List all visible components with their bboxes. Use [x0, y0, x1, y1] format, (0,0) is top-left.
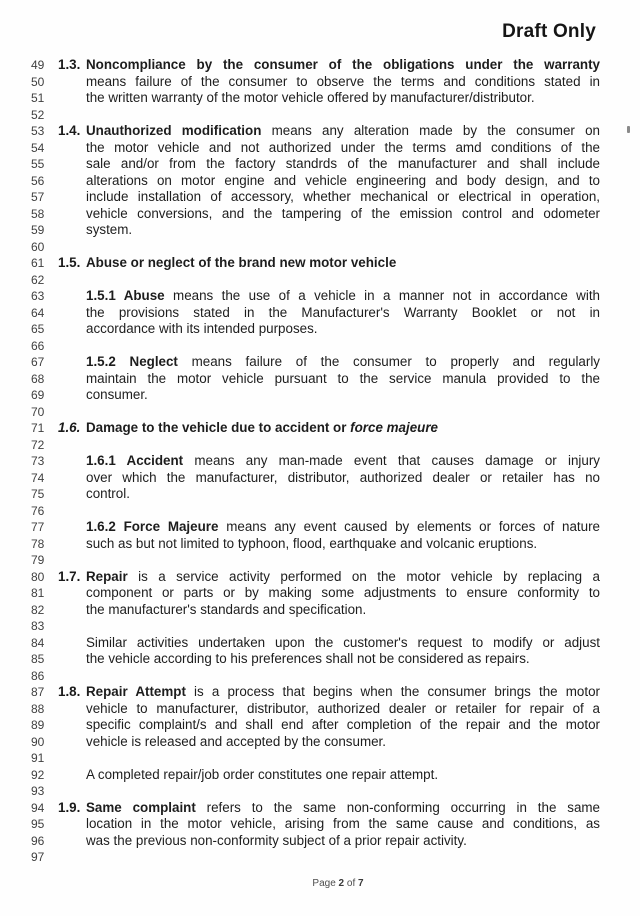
document-line	[0, 288, 640, 305]
document-line	[0, 486, 640, 503]
text-segment: system.	[86, 222, 133, 237]
line-number: 89	[31, 718, 45, 732]
document-line	[0, 552, 640, 569]
line-number: 60	[31, 239, 45, 254]
line-number: 55	[31, 157, 45, 171]
line-text	[86, 816, 600, 833]
line-text	[86, 602, 600, 619]
line-text	[86, 206, 600, 223]
document-line	[0, 321, 640, 338]
line-number: 52	[31, 107, 45, 122]
document-line	[0, 123, 640, 140]
line-number: 63	[31, 289, 45, 303]
line-number: 93	[31, 784, 45, 798]
section-number: 1.9.	[58, 799, 81, 815]
draft-only-watermark: Draft Only	[502, 21, 596, 42]
line-text	[86, 833, 600, 850]
line-number: 94	[31, 800, 45, 815]
line-text	[86, 288, 600, 305]
document-line	[0, 305, 640, 322]
line-text	[86, 255, 600, 272]
document-line	[0, 668, 640, 685]
text-segment: such as but not limited to typhoon, flood, earthquake and volcanic eruptions.	[86, 535, 538, 551]
line-text	[86, 74, 600, 91]
text-segment: A completed repair/job order constitutes one repair attempt.	[86, 766, 439, 782]
line-number: 85	[31, 652, 45, 666]
line-text	[86, 635, 600, 652]
text-segment: Repair Attempt	[86, 684, 186, 699]
line-text	[86, 387, 600, 404]
line-number: 81	[31, 586, 45, 600]
line-text	[86, 519, 600, 536]
document-line	[0, 222, 640, 239]
text-segment: alterations on motor engine and vehicle engineering and body design, and to	[86, 172, 600, 188]
document-line	[0, 800, 640, 817]
line-number: 84	[31, 635, 45, 650]
line-number: 79	[31, 553, 45, 567]
document-line	[0, 503, 640, 520]
line-number: 77	[31, 520, 45, 534]
text-segment: the written warranty of the motor vehicle offered by manufacturer/distributor.	[86, 90, 535, 105]
text-segment: Abuse or neglect of the brand new motor vehicle	[86, 255, 397, 270]
text-segment: was the previous non-conformity subject of a prior repair activity.	[86, 832, 467, 848]
document-line	[0, 701, 640, 718]
line-text	[86, 156, 600, 173]
document-line	[0, 470, 640, 487]
document-line	[0, 140, 640, 157]
text-segment: the provisions stated in the Manufacturer's Warranty Booklet or not in	[86, 304, 600, 320]
document-line	[0, 569, 640, 586]
line-text	[86, 651, 600, 668]
text-segment: is a service activity performed on the motor vehicle by replacing a	[127, 568, 600, 584]
line-number: 71	[31, 421, 45, 435]
document-line	[0, 255, 640, 272]
document-line	[0, 717, 640, 734]
line-number: 67	[31, 355, 45, 369]
line-number: 70	[31, 404, 45, 419]
text-segment: Same complaint	[86, 799, 196, 815]
text-segment: include installation of accessory, whether mechanical or electrical in operation,	[86, 189, 600, 204]
line-number: 92	[31, 767, 45, 782]
line-number: 96	[31, 833, 45, 848]
text-segment: 1.5.1 Abuse	[86, 288, 165, 303]
line-text	[86, 585, 600, 602]
line-number: 80	[31, 569, 45, 584]
text-segment: force majeure	[350, 420, 438, 435]
line-number: 76	[31, 503, 45, 518]
text-segment: accordance with its intended purposes.	[86, 321, 318, 336]
footer-page-number: 2	[338, 878, 345, 889]
line-text	[86, 767, 600, 784]
text-segment: means failure of the consumer to observe the terms and conditions stated in	[86, 73, 600, 89]
line-text	[86, 734, 600, 751]
text-segment: maintain the motor vehicle pursuant to the service manula provided to the	[86, 370, 600, 386]
line-number: 95	[31, 817, 45, 831]
document-line	[0, 734, 640, 751]
line-number: 90	[31, 734, 45, 749]
line-number: 87	[31, 685, 45, 699]
line-number: 74	[31, 470, 45, 485]
line-number: 53	[31, 124, 45, 138]
document-lines	[0, 57, 640, 866]
line-number: 69	[31, 388, 45, 402]
line-number: 64	[31, 305, 45, 320]
section-number: 1.6.	[58, 420, 81, 435]
text-segment: means any alteration made by the consumer on	[261, 123, 600, 138]
text-segment: sale and/or from the factory standrds of the manufacturer and shall include	[86, 156, 600, 171]
document-line	[0, 338, 640, 355]
document-line	[0, 404, 640, 421]
section-number: 1.3.	[58, 57, 81, 72]
line-number: 66	[31, 338, 45, 353]
footer-of-label: of	[346, 878, 356, 889]
text-segment: refers to the same non-conforming occurring in the same	[195, 799, 600, 815]
document-line	[0, 57, 640, 74]
text-segment: 1.6.2 Force Majeure	[86, 519, 219, 534]
document-line	[0, 156, 640, 173]
line-text	[86, 57, 600, 74]
document-line	[0, 173, 640, 190]
line-text	[86, 453, 600, 470]
line-number: 73	[31, 454, 45, 468]
section-number: 1.4.	[58, 123, 81, 138]
document-line	[0, 437, 640, 454]
document-line	[0, 420, 640, 437]
line-text	[86, 173, 600, 190]
line-text	[86, 486, 600, 503]
document-line	[0, 618, 640, 635]
line-text	[86, 321, 600, 338]
line-text	[86, 354, 600, 371]
document-line	[0, 189, 640, 206]
line-number: 65	[31, 322, 45, 336]
line-number: 61	[31, 256, 45, 270]
line-text	[86, 569, 600, 586]
document-line	[0, 750, 640, 767]
line-text	[86, 189, 600, 206]
text-segment: Similar activities undertaken upon the customer's request to modify or adjust	[86, 634, 600, 650]
text-segment: the vehicle according to his preferences shall not be considered as repairs.	[86, 651, 530, 666]
document-line	[0, 536, 640, 553]
document-line	[0, 767, 640, 784]
line-number: 62	[31, 272, 45, 287]
line-number: 57	[31, 190, 45, 204]
line-text	[86, 800, 600, 817]
text-segment: the motor vehicle and not authorized under the terms amd conditions of the	[86, 139, 600, 155]
line-number: 51	[31, 91, 45, 105]
text-segment: Noncompliance by the consumer of the obligations under the warranty	[86, 57, 600, 72]
line-number: 97	[31, 850, 45, 864]
line-number: 78	[31, 536, 45, 551]
text-segment: vehicle to manufacturer, distributor, authorized dealer or retailer for repair of a	[86, 700, 600, 716]
line-text	[86, 123, 600, 140]
page-footer	[18, 878, 640, 889]
line-number: 88	[31, 701, 45, 716]
document-line	[0, 272, 640, 289]
line-number: 91	[31, 751, 45, 765]
text-segment: means any man-made event that causes damage or injury	[183, 453, 600, 468]
text-segment: 1.5.2 Neglect	[86, 354, 178, 369]
text-segment: vehicle is released and accepted by the consumer.	[86, 733, 386, 749]
text-segment: vehicle conversions, and the tampering of the emission control and odometer	[86, 205, 600, 221]
document-line	[0, 783, 640, 800]
footer-page-label: Page	[312, 878, 336, 889]
text-segment: is a process that begins when the consumer brings the motor	[185, 684, 600, 699]
document-line	[0, 602, 640, 619]
section-number: 1.8.	[58, 684, 81, 699]
footer-total-pages: 7	[358, 878, 364, 889]
line-number: 59	[31, 223, 45, 237]
line-number: 82	[31, 602, 45, 617]
text-segment: 1.6.1 Accident	[86, 453, 184, 468]
document-line	[0, 371, 640, 388]
text-segment: the manufacturer's standards and specification.	[86, 601, 367, 617]
section-number: 1.7.	[58, 568, 81, 584]
line-text	[86, 371, 600, 388]
line-number: 56	[31, 173, 45, 188]
document-line	[0, 74, 640, 91]
line-number: 68	[31, 371, 45, 386]
line-text	[86, 140, 600, 157]
document-line	[0, 107, 640, 124]
line-text	[86, 90, 600, 107]
document-line	[0, 833, 640, 850]
document-line	[0, 519, 640, 536]
line-number: 54	[31, 140, 45, 155]
text-segment: means the use of a vehicle in a manner not in accordance with	[164, 288, 600, 303]
document-line	[0, 239, 640, 256]
document-line	[0, 651, 640, 668]
document-line	[0, 354, 640, 371]
line-number: 72	[31, 437, 45, 452]
text-segment: control.	[86, 486, 130, 501]
text-segment: component or parts or by making some adjustments to ensure conformity to	[86, 585, 600, 600]
line-text	[86, 717, 600, 734]
line-text	[86, 536, 600, 553]
document-line	[0, 849, 640, 866]
text-segment: over which the manufacturer, distributor, authorized dealer or retailer has no	[86, 469, 600, 485]
line-number: 83	[31, 619, 45, 633]
line-number: 75	[31, 487, 45, 501]
document-line	[0, 816, 640, 833]
line-text	[86, 305, 600, 322]
document-line	[0, 684, 640, 701]
document-line	[0, 90, 640, 107]
line-number: 50	[31, 74, 45, 89]
text-segment: Unauthorized modification	[86, 123, 262, 138]
text-segment: location in the motor vehicle, arising from the same cause and conditions, as	[86, 816, 600, 831]
line-number: 58	[31, 206, 45, 221]
text-segment: Damage to the vehicle due to accident or	[86, 420, 351, 435]
text-segment: specific complaint/s and shall end after completion of the repair and the motor	[86, 717, 600, 732]
line-text	[86, 222, 600, 239]
document-line	[0, 387, 640, 404]
document-line	[0, 585, 640, 602]
line-text	[86, 701, 600, 718]
document-line	[0, 453, 640, 470]
document-line	[0, 206, 640, 223]
section-number: 1.5.	[58, 255, 81, 270]
line-text	[86, 420, 600, 437]
text-segment: Repair	[86, 568, 128, 584]
line-text	[86, 470, 600, 487]
text-segment: means any event caused by elements or forces of nature	[218, 519, 601, 534]
text-segment: means failure of the consumer to properly and regularly	[177, 354, 600, 369]
text-segment: consumer.	[86, 387, 148, 402]
line-number: 86	[31, 668, 45, 683]
line-text	[86, 684, 600, 701]
document-line	[0, 635, 640, 652]
line-number: 49	[31, 58, 45, 72]
